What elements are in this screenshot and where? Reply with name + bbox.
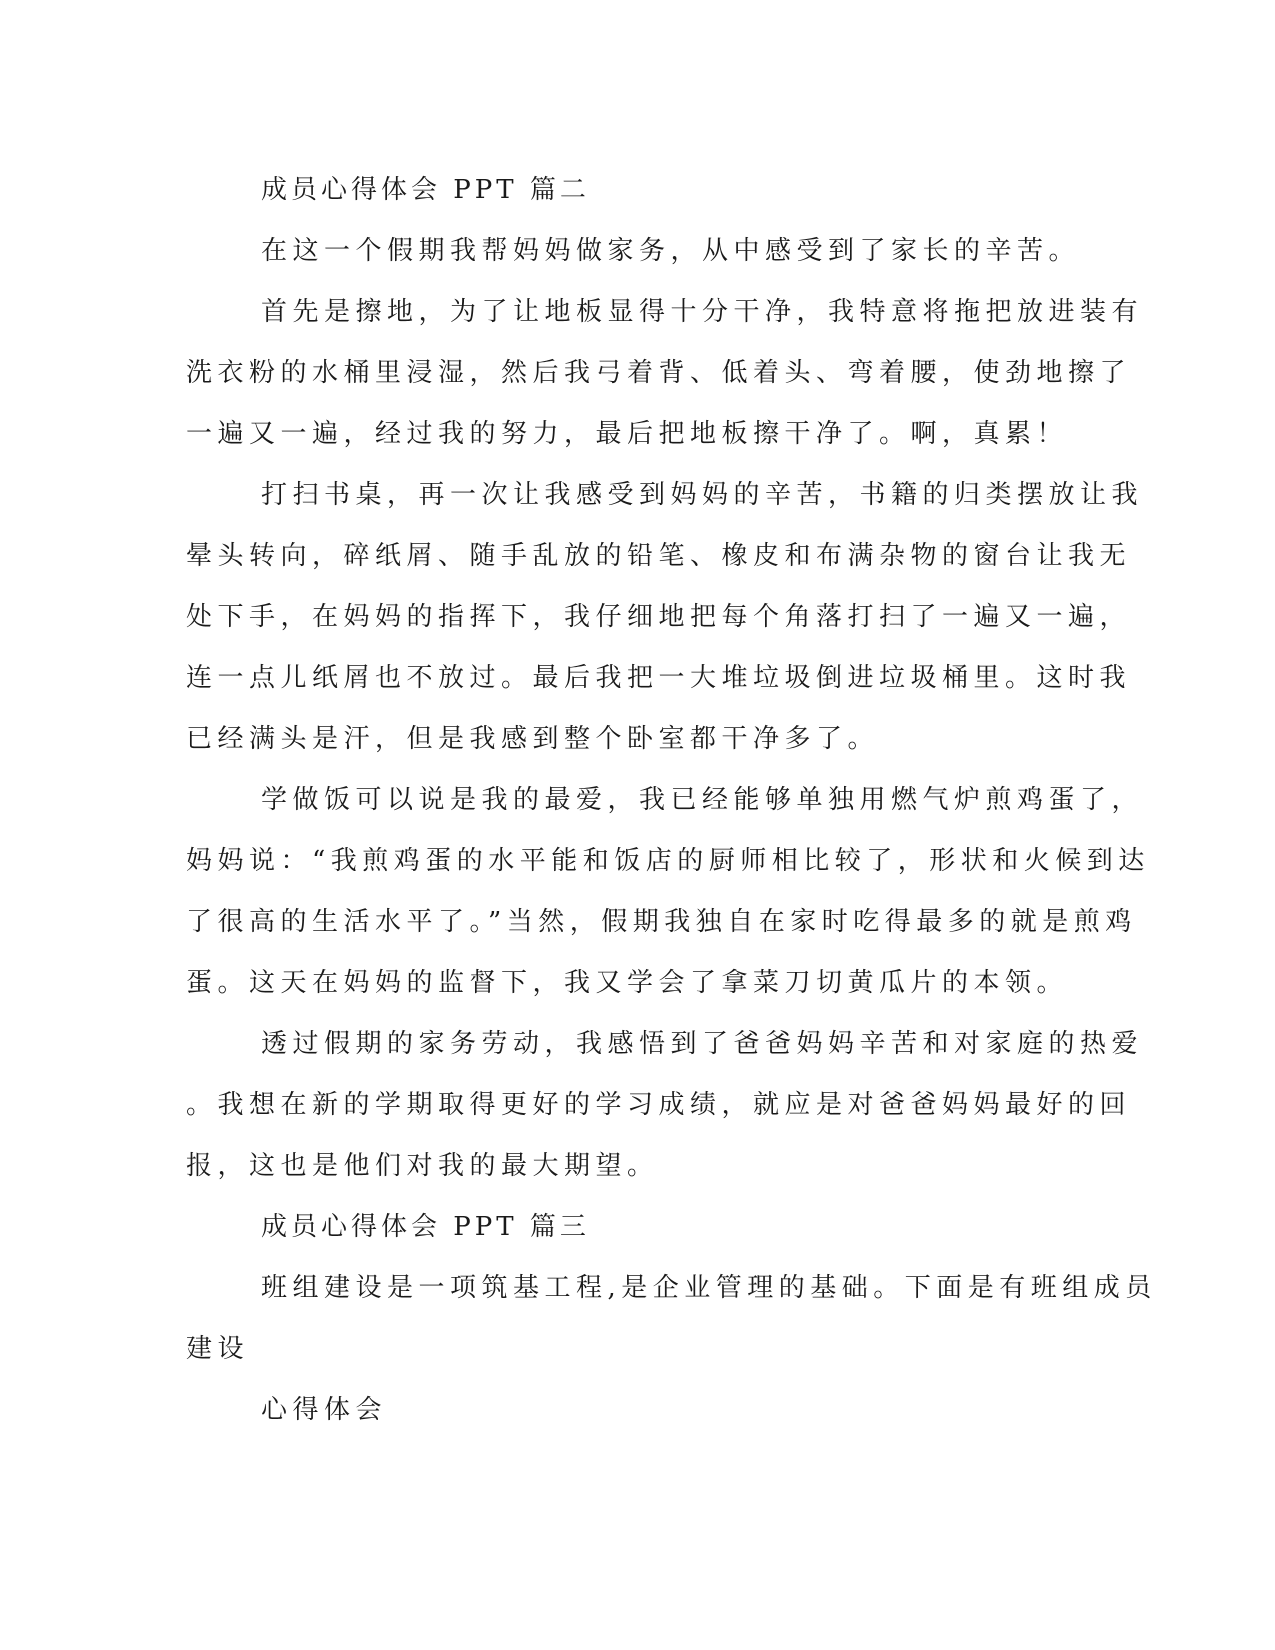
paragraph-line: 蛋。这天在妈妈的监督下，我又学会了拿菜刀切黄瓜片的本领。: [186, 968, 1069, 998]
paragraph-line: 妈妈说：“我煎鸡蛋的水平能和饭店的厨师相比较了，形状和火候到达: [186, 846, 1150, 876]
paragraph-line: 了很高的生活水平了。”当然，假期我独自在家时吃得最多的就是煎鸡: [186, 907, 1137, 937]
paragraph-line: 。我想在新的学期取得更好的学习成绩，就应是对爸爸妈妈最好的回: [186, 1090, 1132, 1120]
paragraph-line: 心得体会: [261, 1395, 388, 1425]
paragraph-line: 晕头转向，碎纸屑、随手乱放的铅笔、橡皮和布满杂物的窗台让我无: [186, 541, 1132, 571]
document-body: [186, 160, 1157, 1441]
paragraph-line: 学做饭可以说是我的最爱，我已经能够单独用燃气炉煎鸡蛋了，: [261, 785, 1144, 815]
paragraph-line: 班组建设是一项筑基工程,是企业管理的基础。下面是有班组成员: [261, 1273, 1157, 1303]
paragraph-line: 首先是擦地，为了让地板显得十分干净，我特意将拖把放进装有: [261, 297, 1144, 327]
paragraph-line: 打扫书桌，再一次让我感受到妈妈的辛苦，书籍的归类摆放让我: [261, 480, 1144, 510]
section-heading-2: 成员心得体会 PPT 篇二: [261, 175, 590, 205]
paragraph-line: 建设: [186, 1334, 250, 1364]
paragraph-line: 在这一个假期我帮妈妈做家务，从中感受到了家长的辛苦。: [261, 236, 1081, 266]
paragraph-line: 一遍又一遍，经过我的努力，最后把地板擦干净了。啊，真累！: [186, 419, 1069, 449]
paragraph-line: 报，这也是他们对我的最大期望。: [186, 1151, 659, 1181]
paragraph-line: 处下手，在妈妈的指挥下，我仔细地把每个角落打扫了一遍又一遍，: [186, 602, 1132, 632]
section-heading-3: 成员心得体会 PPT 篇三: [261, 1212, 590, 1242]
paragraph-line: 连一点儿纸屑也不放过。最后我把一大堆垃圾倒进垃圾桶里。这时我: [186, 663, 1132, 693]
paragraph-line: 洗衣粉的水桶里浸湿，然后我弓着背、低着头、弯着腰，使劲地擦了: [186, 358, 1132, 388]
paragraph-line: 透过假期的家务劳动，我感悟到了爸爸妈妈辛苦和对家庭的热爱: [261, 1029, 1144, 1059]
paragraph-line: 已经满头是汗，但是我感到整个卧室都干净多了。: [186, 724, 880, 754]
